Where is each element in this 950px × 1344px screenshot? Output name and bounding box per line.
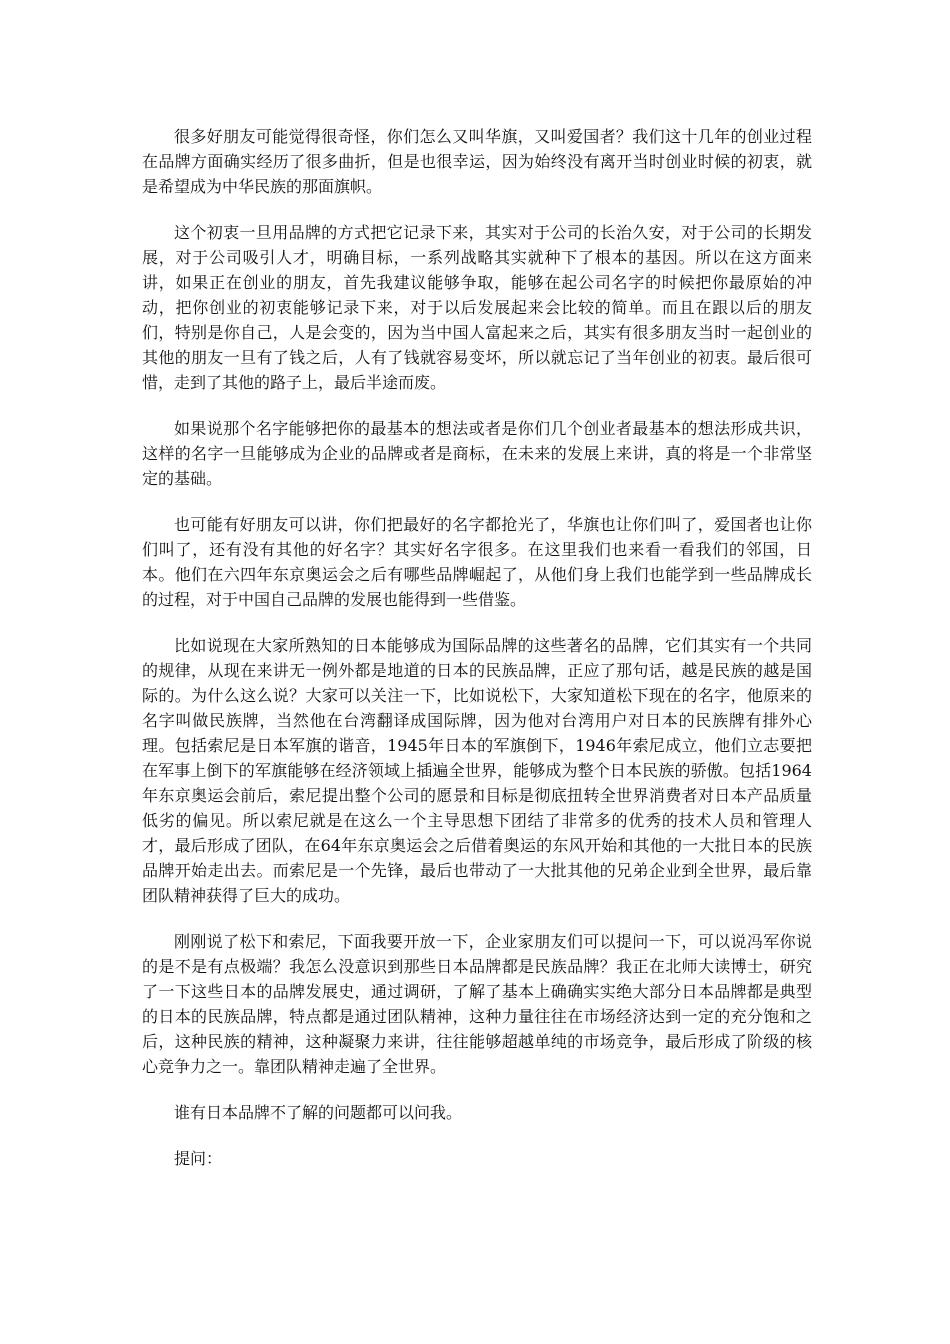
paragraph-2: 这个初衷一旦用品牌的方式把它记录下来，其实对于公司的长治久安，对于公司的长期发展，对于公司吸引人才，明确目标，一系列战略其实就种下了根本的基因。所以在这方面来讲，如果正在创业的朋友，首先我建议能够争取，能够在起公司名字的时候把你最原始的冲动，把你创业的初衷能够记录下来，对于以后发展起来会比较的简单。而且在跟以后的朋友们，特别是你自己，人是会变的，因为当中国人富起来之后，其实有很多朋友当时一起创业的其他的朋友一旦有了钱之后，人有了钱就容易变坏，所以就忘记了当年创业的初衷。最后很可惜，走到了其他的路子上，最后半途而废。 [142,223,812,392]
paragraph-5: 比如说现在大家所熟知的日本能够成为国际品牌的这些著名的品牌，它们其实有一个共同的规律，从现在来讲无一例外都是地道的日本的民族品牌，正应了那句话，越是民族的越是国际的。为什么这么说？大家可以关注一下，比如说松下，大家知道松下现在的名字，他原来的名字叫做民族牌，当然他在台湾翻译成国际牌，因为他对台湾用户对日本的民族牌有排外心理。包括索尼是日本军旗的谐音，1945年日本的军旗倒下，1946年索尼成立，他们立志要把在军事上倒下的军旗能够在经济领域上插遍全世界，能够成为整个日本民族的骄傲。包括1964年东京奥运会前后，索尼提出整个公司的愿景和目标是彻底扭转全世界消费者对日本产品质量低劣的偏见。所以索尼就是在这么一个主导思想下团结了非常多的优秀的技术人员和管理人才，最后形成了团队，在64年东京奥运会之后借着奥运的东风开始和其他的一大批日本的民族品牌开始走出去。而索尼是一个先锋，最后也带动了一大批其他的兄弟企业到全世界，最后靠团队精神获得了巨大的成功。 [142,636,812,905]
paragraph-8: 提问： [174,1149,223,1168]
paragraph-7: 谁有日本品牌不了解的问题都可以问我。 [174,1103,463,1122]
paragraph-6: 刚刚说了松下和索尼，下面我要开放一下，企业家朋友们可以提问一下，可以说冯军你说的是不是有点极端？我怎么没意识到那些日本品牌都是民族品牌？我正在北师大读博士，研究了一下这些日本的品牌发展史，通过调研，了解了基本上确确实实绝大部分日本品牌都是典型的日本的民族品牌，特点都是通过团队精神，这种力量往往在市场经济达到一定的充分饱和之后，这种民族的精神，这种凝聚力来讲，往往能够超越单纯的市场竞争，最后形成了阶级的核心竞争力之一。靠团队精神走遍了全世界。 [142,932,812,1076]
document-body [142,124,812,1192]
paragraph-4: 也可能有好朋友可以讲，你们把最好的名字都抢光了，华旗也让你们叫了，爱国者也让你们叫了，还有没有其他的好名字？其实好名字很多。在这里我们也来看一看我们的邻国，日本。他们在六四年东京奥运会之后有哪些品牌崛起了，从他们身上我们也能学到一些品牌成长的过程，对于中国自己品牌的发展也能得到一些借鉴。 [142,515,812,609]
paragraph-1: 很多好朋友可能觉得很奇怪，你们怎么又叫华旗，又叫爱国者？我们这十几年的创业过程在品牌方面确实经历了很多曲折，但是也很幸运，因为始终没有离开当时创业时候的初衷，就是希望成为中华民族的那面旗帜。 [142,127,812,196]
paragraph-3: 如果说那个名字能够把你的最基本的想法或者是你们几个创业者最基本的想法形成共识，这样的名字一旦能够成为企业的品牌或者是商标，在未来的发展上来讲，真的将是一个非常坚定的基础。 [142,419,812,488]
